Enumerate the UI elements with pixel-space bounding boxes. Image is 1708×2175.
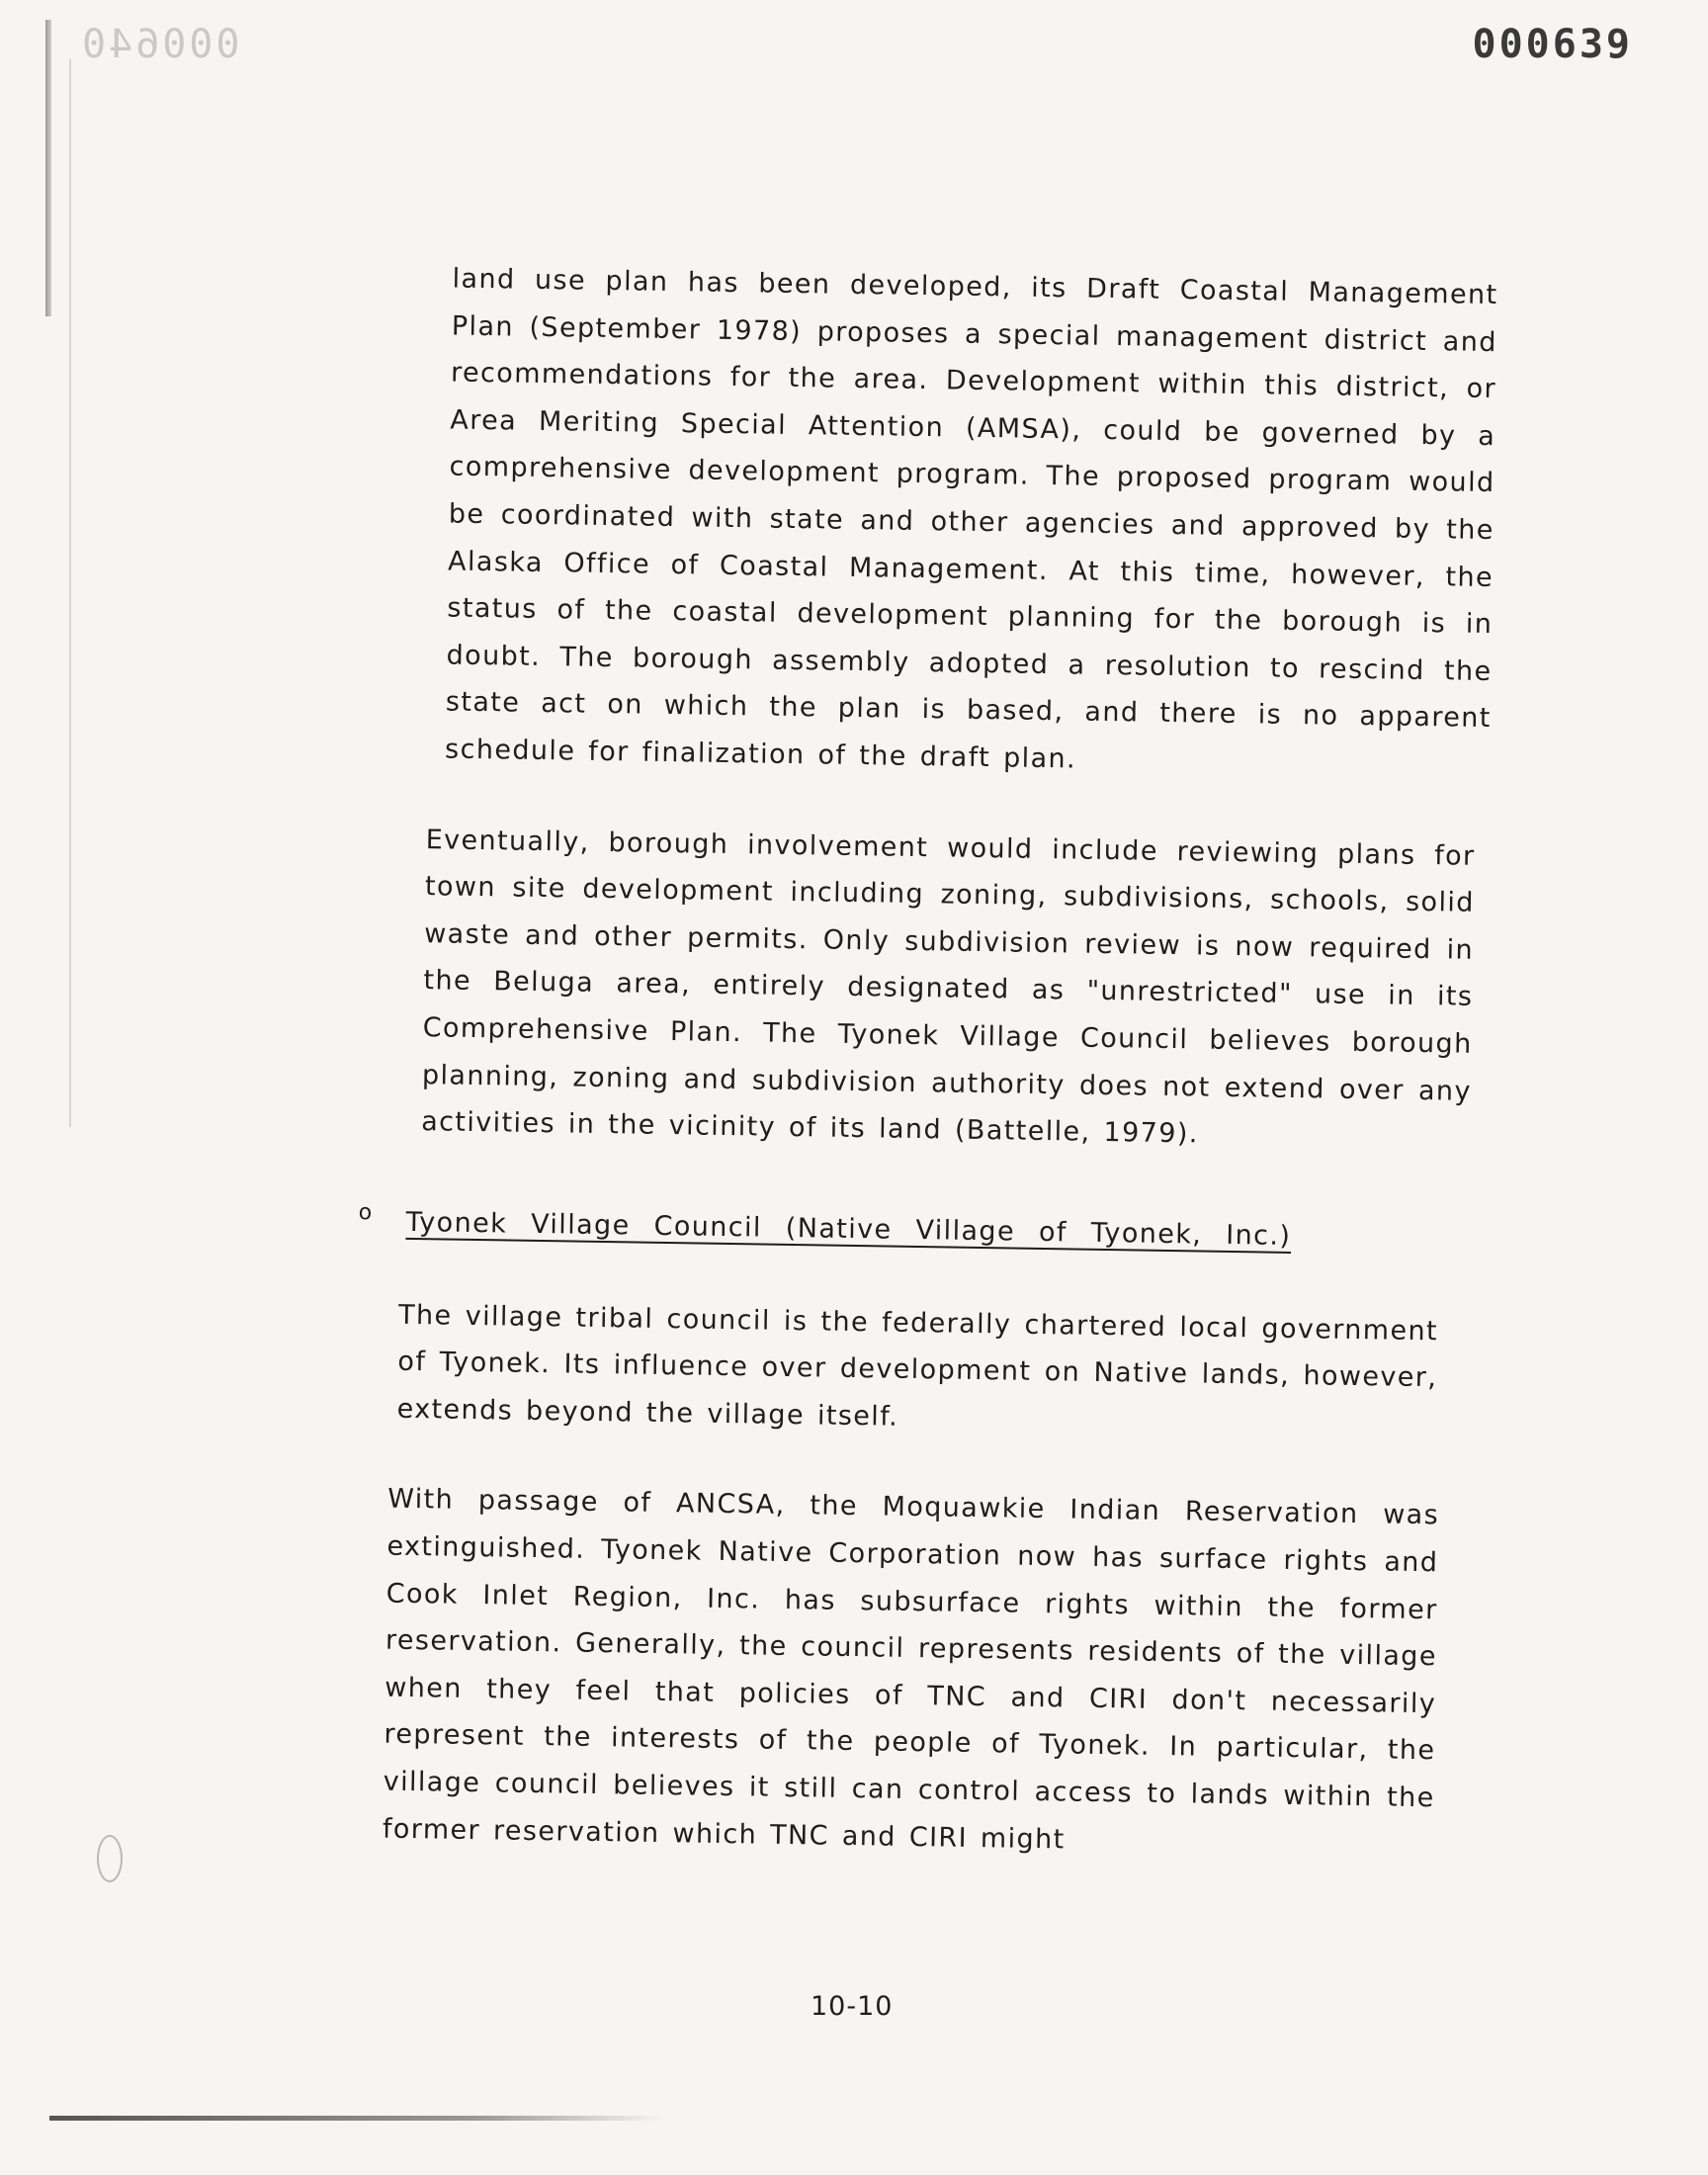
paragraph: Eventually, borough involvement would include reviewing plans for town site development including zoning, subdivisions, schools, solid waste and other permits. Only subdivision review is now required in the Beluga area, entirely designated as "unrestricted" use in its Comprehensive Plan. The Tyonek Village Council believes borough planning, zoning and subdivision authority does not extend over any activities in the vicinity of its land (Battelle, 1979). bbox=[420, 824, 1476, 1150]
bleed-through-stamp: 000640 bbox=[79, 22, 240, 67]
section-heading: Tyonek Village Council (Native Village of Tyonek, Inc.) bbox=[405, 1206, 1292, 1252]
margin-mark bbox=[97, 1835, 123, 1882]
document-body bbox=[358, 255, 1498, 1870]
bullet-marker: o bbox=[358, 1199, 373, 1226]
scan-bottom-rule bbox=[49, 2116, 662, 2121]
page-stamp: 000639 bbox=[1472, 22, 1633, 67]
paragraph: With passage of ANCSA, the Moquawkie Indian Reservation was extinguished. Tyonek Native Corporation now has surface rights and Cook Inlet Region, Inc. has subsurface rights within the former reservation. Generally, the council represents residents of the village when they feel that policies of TNC and CIRI don't necessarily represent the interests of the people of Tyonek. In particular, the village council believes it still can control access to lands within the former reservation which TNC and CIRI might bbox=[382, 1484, 1440, 1856]
paragraph: The village tribal council is the federally chartered local government of Tyonek. Its influence over development on Native lands, however, extends beyond the village itself. bbox=[396, 1299, 1439, 1433]
section-heading-row bbox=[358, 1199, 1484, 1273]
paragraph: land use plan has been developed, its Draft Coastal Management Plan (September 1978) proposes a special management district and recommendations for the area. Development within this district, or Area Meriting Special Attention (AMSA), could be governed by a comprehensive development program. The proposed program would be coordinated with state and other agencies and approved by the Alaska Office of Coastal Management. At this time, however, the status of the coastal development planning for the borough is in doubt. The borough assembly adopted a resolution to rescind the state act on which the plan is based, and there is no apparent schedule for finalization of the draft plan. bbox=[444, 263, 1498, 775]
scan-edge-artifact bbox=[45, 20, 51, 316]
scan-edge-artifact bbox=[69, 59, 71, 1127]
page-number: 10-10 bbox=[811, 1991, 894, 2022]
